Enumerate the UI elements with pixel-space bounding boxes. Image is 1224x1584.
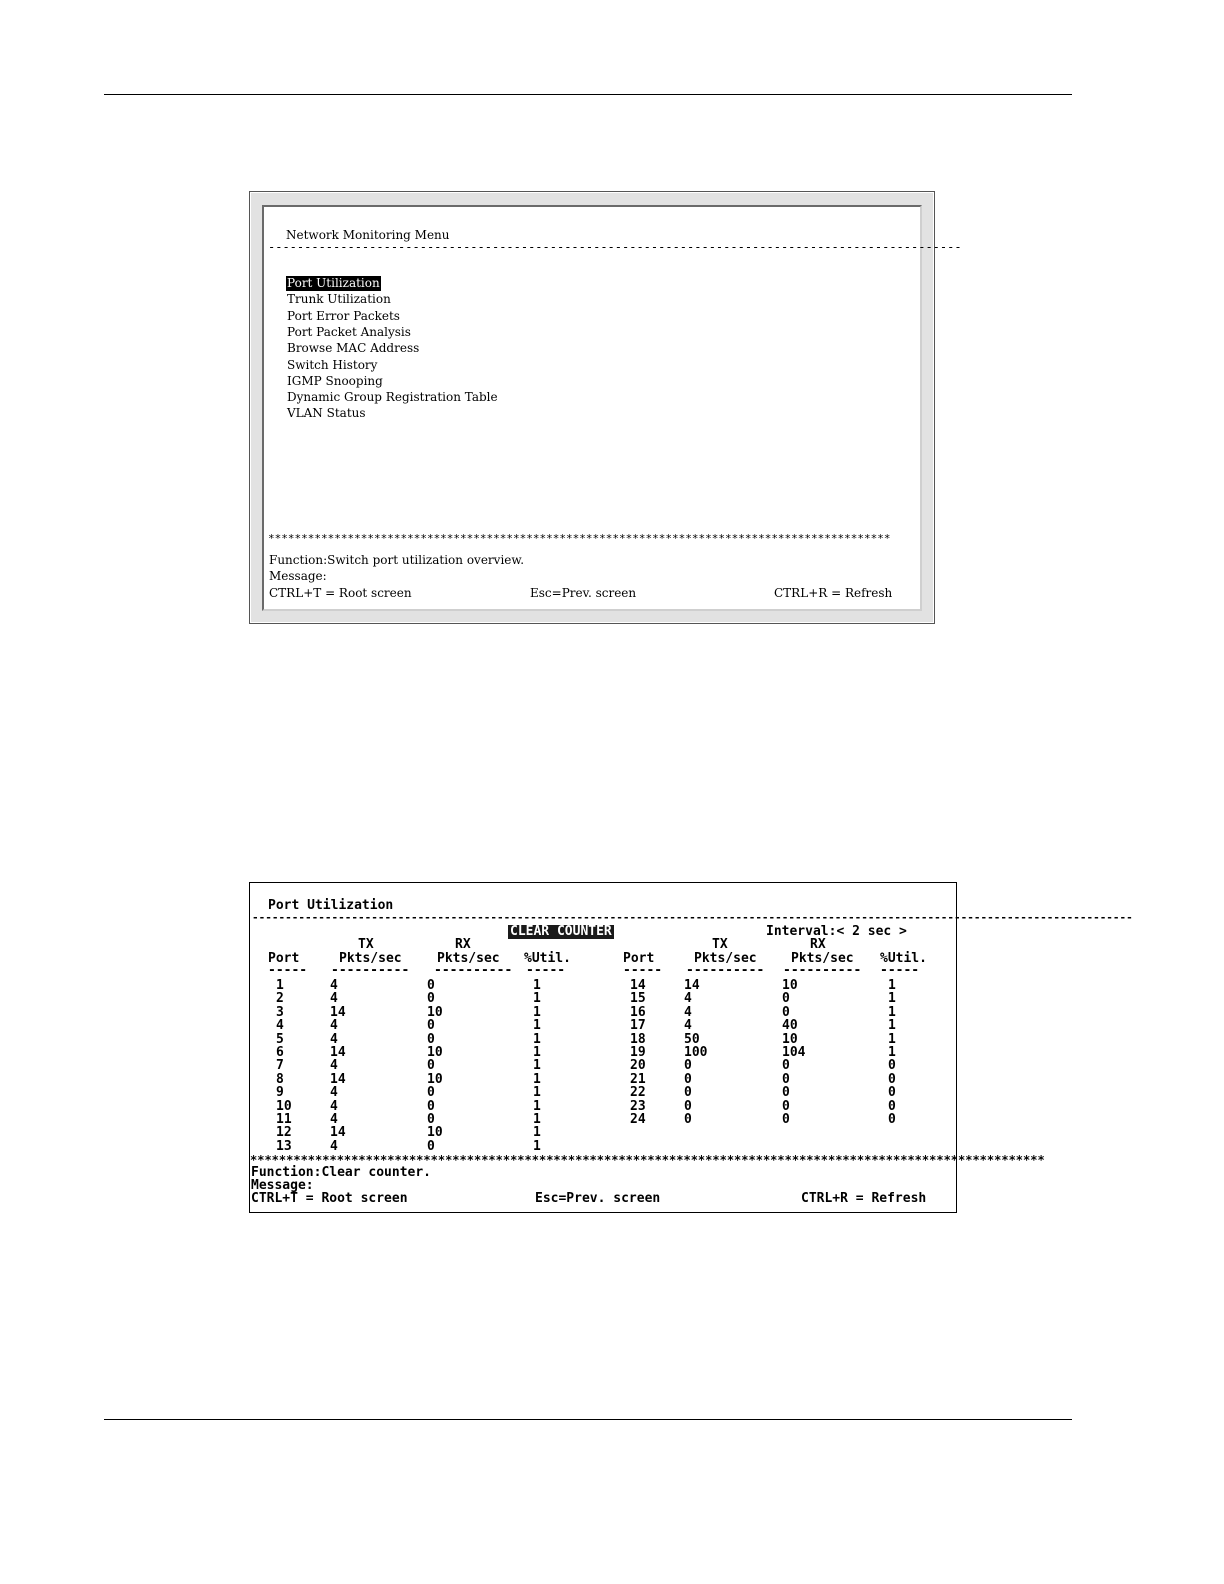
table-cell-rx: 104 — [782, 1045, 806, 1060]
table-cell-rx: 0 — [782, 1112, 790, 1127]
refresh-shortcut[interactable]: CTRL+R = Refresh — [801, 1191, 927, 1206]
table-cell-port: 24 — [630, 1112, 646, 1127]
table-cell-util: 1 — [888, 1018, 896, 1034]
function-description: Function:Switch port utilization overview. — [269, 553, 525, 567]
table-cell-port: 7 — [276, 1058, 284, 1074]
table-cell-port: 17 — [630, 1018, 646, 1034]
table-cell-util: 1 — [888, 1031, 896, 1047]
menu-item-igmp-snooping[interactable]: IGMP Snooping — [287, 373, 383, 388]
table-cell-util: 1 — [533, 1031, 541, 1047]
table-cell-util: 0 — [888, 1058, 896, 1074]
menu-item-port-utilization[interactable]: Port Utilization — [287, 276, 380, 290]
table-cell-port: 22 — [630, 1085, 646, 1101]
table-cell-port: 21 — [630, 1071, 646, 1087]
table-cell-rx: 40 — [782, 1018, 798, 1034]
menu-item-switch-history[interactable]: Switch History — [287, 357, 378, 372]
refresh-shortcut[interactable]: CTRL+R = Refresh — [774, 586, 893, 600]
message-label: Message: — [269, 569, 327, 583]
table-cell-rx: 0 — [782, 1098, 790, 1114]
menu-item-dynamic-group-registration-table[interactable]: Dynamic Group Registration Table — [287, 390, 498, 405]
table-cell-tx: 50 — [684, 1031, 700, 1047]
menu-item-trunk-utilization[interactable]: Trunk Utilization — [287, 292, 391, 307]
table-cell-rx: 10 — [427, 1125, 443, 1141]
table-cell-util: 0 — [888, 1085, 896, 1101]
table-cell-util: 0 — [888, 1098, 896, 1114]
table-cell-port: 10 — [276, 1098, 292, 1114]
table-cell-util: 1 — [533, 1004, 541, 1020]
table-cell-tx: 4 — [330, 1031, 338, 1047]
table-cell-port: 13 — [276, 1138, 292, 1154]
table-cell-port: 20 — [630, 1058, 646, 1074]
table-cell-util: 1 — [533, 1018, 541, 1034]
table-cell-tx: 100 — [684, 1045, 708, 1060]
table-cell-port: 9 — [276, 1085, 284, 1101]
menu-item-port-error-packets[interactable]: Port Error Packets — [287, 308, 400, 323]
table-cell-tx: 14 — [330, 1071, 346, 1087]
table-cell-rx: 0 — [782, 991, 790, 1007]
root-screen-shortcut[interactable]: CTRL+T = Root screen — [251, 1191, 408, 1206]
rx-header-top-right: RX — [810, 937, 826, 952]
table-cell-util: 1 — [533, 1138, 541, 1154]
table-cell-rx: 0 — [427, 1031, 435, 1047]
table-cell-tx: 4 — [330, 991, 338, 1007]
table-cell-rx: 10 — [782, 978, 798, 993]
table-cell-tx: 4 — [684, 1004, 692, 1020]
table-cell-tx: 4 — [330, 1085, 338, 1101]
table-cell-tx: 0 — [684, 1058, 692, 1074]
table-cell-util: 1 — [888, 1045, 896, 1060]
tx-header-top: TX — [358, 937, 374, 952]
port-underline: ----- — [268, 963, 308, 978]
menu-item-vlan-status[interactable]: VLAN Status — [287, 406, 366, 421]
table-cell-tx: 0 — [684, 1098, 692, 1114]
table-cell-util: 1 — [888, 991, 896, 1007]
rx-header-top: RX — [455, 937, 471, 952]
table-cell-port: 23 — [630, 1098, 646, 1114]
table-cell-tx: 14 — [330, 1045, 346, 1060]
table-cell-util: 1 — [533, 1071, 541, 1087]
port-header-right: Port — [623, 951, 655, 966]
root-screen-shortcut[interactable]: CTRL+T = Root screen — [269, 586, 412, 600]
message-label: Message: — [251, 1178, 314, 1193]
table-cell-rx: 0 — [782, 1004, 790, 1020]
rx-header-right: Pkts/sec — [791, 951, 854, 966]
table-cell-port: 11 — [276, 1112, 292, 1127]
prev-screen-shortcut[interactable]: Esc=Prev. screen — [535, 1191, 661, 1206]
table-cell-port: 8 — [276, 1071, 284, 1087]
table-cell-tx: 4 — [330, 978, 338, 993]
prev-screen-shortcut[interactable]: Esc=Prev. screen — [530, 586, 637, 600]
tx-header-right: Pkts/sec — [694, 951, 757, 966]
table-cell-util: 1 — [888, 1004, 896, 1020]
table-cell-port: 14 — [630, 978, 646, 993]
table-cell-rx: 0 — [427, 1098, 435, 1114]
table-cell-tx: 14 — [684, 978, 700, 993]
table-cell-tx: 14 — [330, 1004, 346, 1020]
table-cell-util: 1 — [533, 991, 541, 1007]
tx-header: Pkts/sec — [339, 951, 402, 966]
screen-title: Port Utilization — [268, 898, 394, 913]
network-monitoring-menu-screen — [249, 191, 962, 624]
table-cell-rx: 0 — [782, 1085, 790, 1101]
util-header: %Util. — [524, 951, 571, 966]
util-underline: ----- — [526, 963, 566, 978]
table-cell-port: 12 — [276, 1125, 292, 1141]
dash-separator: ------------------------------------------------------------------------------------------------ — [268, 240, 962, 254]
table-cell-port: 19 — [630, 1045, 646, 1060]
tx-header-top-right: TX — [712, 937, 728, 952]
menu-item-port-packet-analysis[interactable]: Port Packet Analysis — [287, 324, 411, 339]
rx-header: Pkts/sec — [437, 951, 500, 966]
table-cell-util: 1 — [533, 1112, 541, 1127]
table-cell-util: 1 — [533, 1058, 541, 1074]
table-cell-util: 0 — [888, 1112, 896, 1127]
table-cell-rx: 0 — [427, 1085, 435, 1101]
table-cell-port: 16 — [630, 1004, 646, 1020]
util-header-right: %Util. — [880, 951, 927, 966]
table-cell-rx: 0 — [427, 1018, 435, 1034]
table-cell-port: 3 — [276, 1004, 284, 1020]
table-cell-port: 15 — [630, 991, 646, 1007]
function-description: Function:Clear counter. — [251, 1165, 432, 1180]
table-cell-tx: 0 — [684, 1085, 692, 1101]
table-cell-tx: 4 — [330, 1112, 338, 1127]
rx-underline-right: ---------- — [783, 963, 862, 978]
table-cell-tx: 0 — [684, 1112, 692, 1127]
table-cell-tx: 4 — [330, 1138, 338, 1154]
port-header: Port — [268, 951, 300, 966]
table-cell-util: 1 — [533, 978, 541, 993]
table-cell-tx: 4 — [330, 1058, 338, 1074]
table-cell-tx: 0 — [684, 1071, 692, 1087]
page-top-rule — [104, 94, 1072, 95]
table-cell-rx: 0 — [427, 1058, 435, 1074]
port-utilization-screen — [249, 882, 1133, 1213]
table-cell-tx: 4 — [330, 1098, 338, 1114]
table-cell-rx: 10 — [427, 1004, 443, 1020]
table-cell-rx: 0 — [427, 978, 435, 993]
table-cell-port: 18 — [630, 1031, 646, 1047]
table-cell-util: 1 — [888, 978, 896, 993]
tx-underline: ---------- — [331, 963, 410, 978]
screen-title: Network Monitoring Menu — [286, 228, 450, 242]
table-cell-rx: 0 — [427, 991, 435, 1007]
table-cell-util: 1 — [533, 1125, 541, 1141]
port-underline-right: ----- — [623, 963, 663, 978]
table-cell-util: 1 — [533, 1085, 541, 1101]
table-cell-rx: 0 — [427, 1138, 435, 1154]
table-cell-tx: 4 — [684, 1018, 692, 1034]
menu-item-browse-mac-address[interactable]: Browse MAC Address — [287, 341, 420, 356]
table-cell-util: 1 — [533, 1098, 541, 1114]
tx-underline-right: ---------- — [686, 963, 765, 978]
terminal-window — [262, 205, 962, 611]
table-cell-port: 1 — [276, 978, 284, 993]
table-cell-rx: 0 — [782, 1058, 790, 1074]
util-underline-right: ----- — [880, 963, 920, 978]
dash-separator: ------------------------------------------------------------------------------------------------------------------------------------- — [252, 911, 1133, 924]
page-bottom-rule — [104, 1419, 1072, 1420]
table-cell-rx: 10 — [427, 1045, 443, 1060]
table-cell-tx: 4 — [684, 991, 692, 1007]
table-cell-util: 0 — [888, 1071, 896, 1087]
table-cell-port: 5 — [276, 1031, 284, 1047]
clear-counter-button[interactable]: CLEAR COUNTER — [510, 924, 612, 939]
table-cell-tx: 4 — [330, 1018, 338, 1034]
table-cell-tx: 14 — [330, 1125, 346, 1141]
star-separator: ********************************************************************************************** — [268, 532, 891, 545]
star-separator: ************************************************************************************************************** — [250, 1153, 1045, 1167]
table-cell-rx: 10 — [427, 1071, 443, 1087]
interval-selector[interactable]: Interval:< 2 sec > — [766, 924, 907, 939]
table-cell-port: 4 — [276, 1018, 284, 1034]
table-cell-port: 6 — [276, 1045, 284, 1060]
table-cell-rx: 10 — [782, 1031, 798, 1047]
rx-underline: ---------- — [434, 963, 513, 978]
table-cell-port: 2 — [276, 991, 284, 1007]
table-cell-rx: 0 — [782, 1071, 790, 1087]
table-cell-rx: 0 — [427, 1112, 435, 1127]
table-cell-util: 1 — [533, 1045, 541, 1060]
